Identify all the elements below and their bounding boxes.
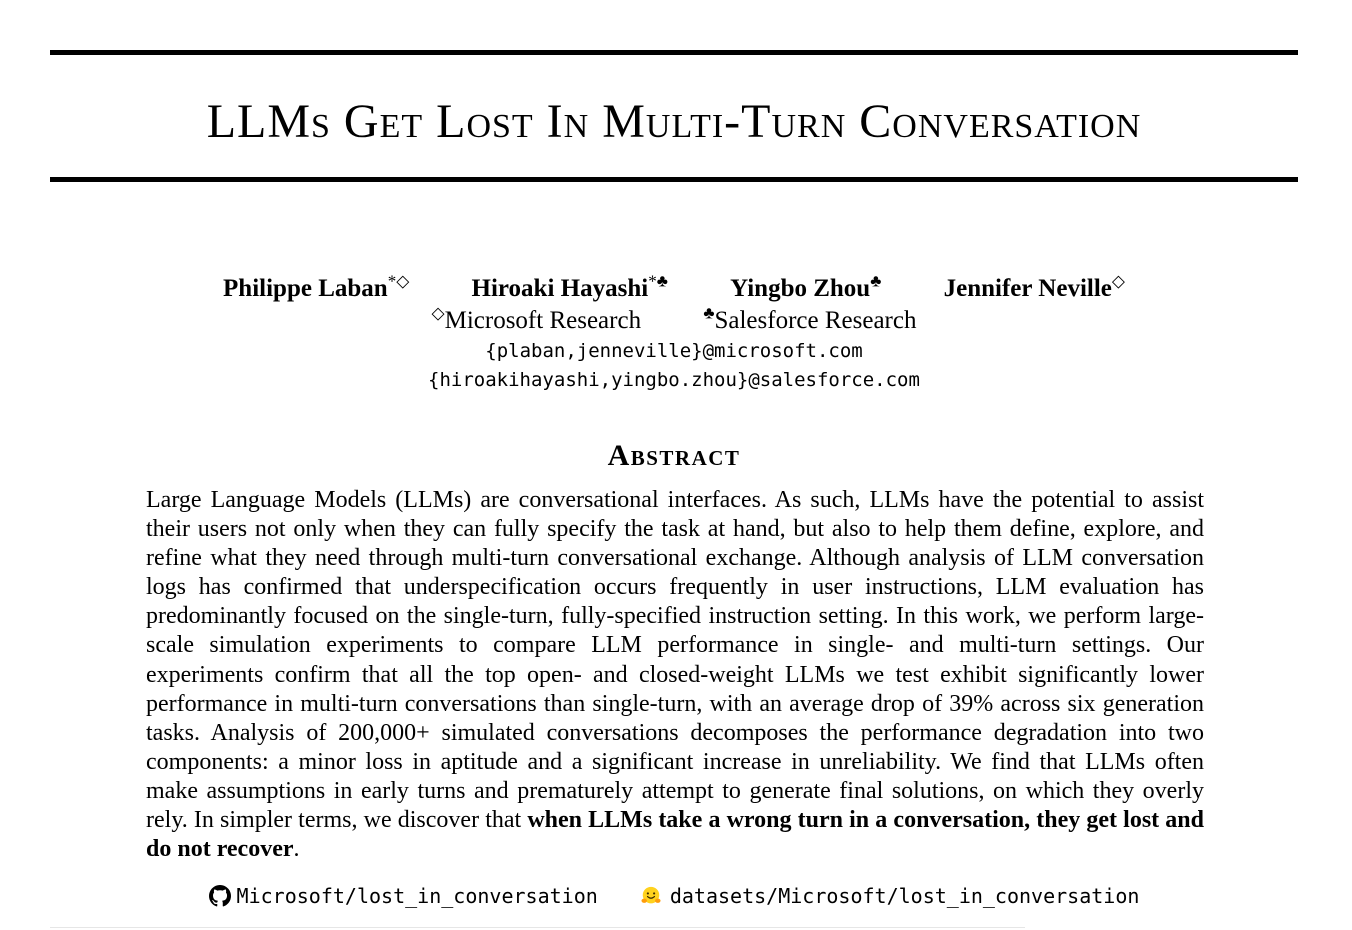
abstract-end: .	[293, 836, 300, 863]
title-rule-bottom	[50, 177, 1298, 182]
email-microsoft: {plaban,jenneville}@microsoft.com	[485, 340, 863, 362]
author	[472, 272, 668, 306]
github-icon	[209, 885, 231, 907]
huggingface-link-label: datasets/Microsoft/lost_in_conversation	[669, 884, 1140, 908]
resource-links	[50, 880, 1298, 916]
abstract-key-finding: when LLMs take a wrong turn in a conversation, they get lost and do not recover	[146, 807, 1204, 863]
author-name: Jennifer Neville	[943, 275, 1112, 302]
affiliation-mark: ◇	[431, 303, 445, 323]
affiliation	[703, 304, 916, 338]
email-salesforce: {hiroakihayashi,yingbo.zhou}@salesforce.com	[428, 369, 920, 391]
paper-title: LLMs Get Lost In Multi-Turn Conversation	[206, 95, 1142, 148]
abstract-text: Large Language Models (LLMs) are conversational interfaces. As such, LLMs have the potential to assist their users not only when they can fully specify the task at hand, but also to help them define, explore, and refine what they need through multi-turn conversational exchange. Although analysis of LLM conversation logs has confirmed that underspecification occurs frequently in user instructions, LLM evaluation has predominantly focused on the single-turn, fully-specified instruction setting. In this work, we perform large-scale simulation experiments to compare LLM performance in single- and multi-turn settings. Our experiments confirm that all the top open- and closed-weight LLMs we test exhibit significantly lower performance in multi-turn conversations than single-turn, with an average drop of 39% across six generation tasks. Analysis of 200,000+ simulated conversations decomposes the performance degradation into two components: a minor loss in aptitude and a significant increase in unreliability. We find that LLMs often make assumptions in early turns and prematurely attempt to generate final solutions, on which they overly rely. In simpler terms, we discover that	[146, 487, 1204, 834]
github-link-label: Microsoft/lost_in_conversation	[236, 884, 598, 908]
author-affiliation-mark: ◇	[1111, 271, 1125, 291]
huggingface-link[interactable]	[640, 880, 1140, 912]
affiliation-list	[50, 304, 1298, 338]
affiliation-name: Microsoft Research	[444, 307, 642, 334]
abstract-heading: Abstract	[607, 439, 741, 472]
author-affiliation-mark: ♣	[870, 271, 882, 291]
footnote-rule	[50, 927, 1025, 928]
github-link[interactable]	[209, 880, 598, 912]
author-name: Yingbo Zhou	[730, 275, 871, 302]
affiliation	[432, 304, 642, 338]
author-affiliation-mark: *♣	[648, 271, 668, 291]
affiliation-mark: ♣	[703, 303, 715, 323]
affiliation-name: Salesforce Research	[714, 307, 917, 334]
hugging-face-icon	[640, 885, 662, 907]
author-list	[50, 272, 1298, 306]
author	[944, 272, 1125, 306]
abstract-body	[146, 486, 1204, 864]
author	[223, 272, 409, 306]
author-name: Philippe Laban	[223, 275, 388, 302]
author-name: Hiroaki Hayashi	[471, 275, 649, 302]
title-rule-top	[50, 50, 1298, 55]
author-affiliation-mark: *◇	[387, 271, 410, 291]
author	[730, 272, 881, 306]
